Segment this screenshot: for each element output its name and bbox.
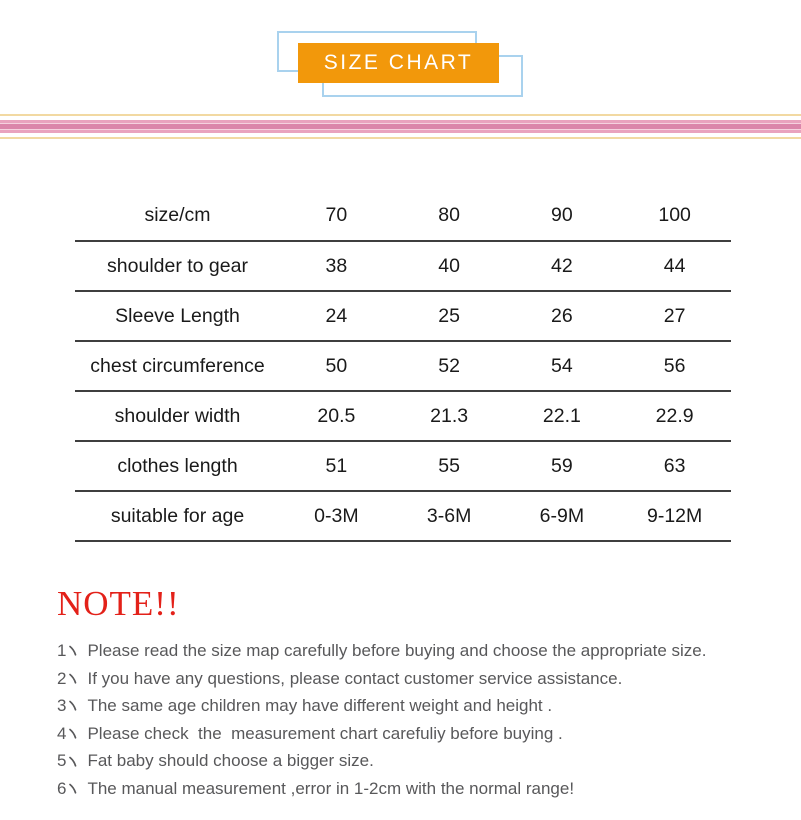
size-chart-banner	[298, 43, 499, 83]
table-row	[75, 341, 731, 391]
table-cell: 38	[280, 241, 393, 291]
table-cell: 44	[618, 241, 731, 291]
table-cell: 20.5	[280, 391, 393, 441]
table-row	[75, 291, 731, 341]
note-item	[57, 747, 801, 775]
note-text: Fat baby should choose a bigger size.	[87, 751, 374, 771]
page-title: SIZE CHART	[323, 51, 474, 74]
decorative-stripes	[0, 114, 801, 139]
table-cell: 24	[280, 291, 393, 341]
notes-list	[57, 637, 801, 803]
table-cell: 40	[393, 241, 506, 291]
note-text: Please check the measurement chart carefuliy before buying .	[87, 723, 563, 743]
table-cell: 90	[506, 191, 619, 241]
note-number: 1	[57, 641, 67, 660]
note-text: If you have any questions, please contact customer service assistance.	[87, 668, 623, 688]
ideographic-comma-icon	[68, 645, 78, 656]
table-cell: 21.3	[393, 391, 506, 441]
table-cell: 52	[393, 341, 506, 391]
row-label: chest circumference	[75, 341, 280, 391]
table-cell: 0-3M	[280, 491, 393, 541]
table-cell: 9-12M	[618, 491, 731, 541]
table-cell: 70	[280, 191, 393, 241]
table-cell: 26	[506, 291, 619, 341]
table-cell: 42	[506, 241, 619, 291]
size-chart-header	[0, 0, 801, 97]
size-chart-table	[75, 191, 731, 542]
note-number: 3	[57, 696, 67, 716]
table-cell: 50	[280, 341, 393, 391]
ideographic-comma-icon	[68, 700, 78, 711]
row-label: size/cm	[75, 191, 280, 241]
note-item	[57, 692, 801, 720]
ideographic-comma-icon	[68, 728, 78, 739]
table-cell: 56	[618, 341, 731, 391]
note-number: 4	[57, 723, 67, 743]
ideographic-comma-icon	[68, 783, 78, 794]
note-number: 2	[57, 668, 67, 688]
table-cell: 51	[280, 441, 393, 491]
row-label: shoulder to gear	[75, 241, 280, 291]
table-cell: 6-9M	[506, 491, 619, 541]
note-number: 6	[57, 778, 67, 798]
table-row	[75, 241, 731, 291]
note-number: 5	[57, 751, 67, 771]
table-cell: 59	[506, 441, 619, 491]
stripe-line	[0, 137, 801, 139]
table-row	[75, 441, 731, 491]
table-row	[75, 391, 731, 441]
table-cell: 55	[393, 441, 506, 491]
table-cell: 80	[393, 191, 506, 241]
ideographic-comma-icon	[68, 756, 78, 767]
table-row	[75, 491, 731, 541]
table-cell: 22.1	[506, 391, 619, 441]
note-text: The same age children may have different weight and height .	[87, 696, 553, 716]
note-heading: NOTE!!	[57, 584, 180, 623]
note-text: Please read the size map carefully before buying and choose the appropriate size.	[87, 641, 707, 660]
ideographic-comma-icon	[68, 673, 78, 684]
table-cell: 25	[393, 291, 506, 341]
note-item	[57, 720, 801, 748]
table-cell: 63	[618, 441, 731, 491]
note-item	[57, 775, 801, 803]
row-label: shoulder width	[75, 391, 280, 441]
table-row	[75, 191, 731, 241]
table-cell: 54	[506, 341, 619, 391]
note-item	[57, 665, 801, 693]
table-cell: 27	[618, 291, 731, 341]
row-label: Sleeve Length	[75, 291, 280, 341]
table-cell: 22.9	[618, 391, 731, 441]
row-label: suitable for age	[75, 491, 280, 541]
table-cell: 3-6M	[393, 491, 506, 541]
row-label: clothes length	[75, 441, 280, 491]
note-item	[57, 637, 801, 665]
table-cell: 100	[618, 191, 731, 241]
note-text: The manual measurement ,error in 1-2cm with the normal range!	[87, 778, 575, 798]
